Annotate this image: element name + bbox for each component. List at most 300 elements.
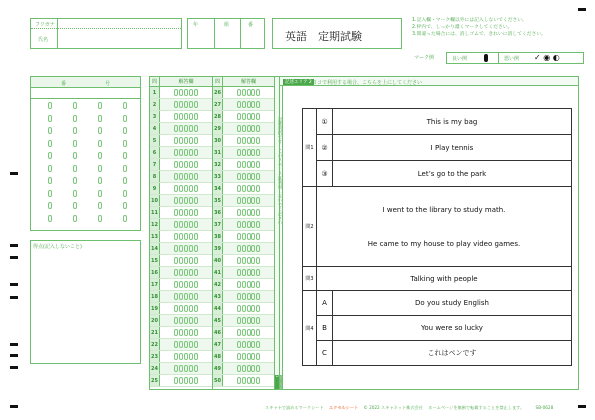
answer-bubble[interactable] (184, 149, 188, 156)
answer-bubble[interactable] (251, 113, 255, 120)
answer-bubble[interactable] (184, 173, 188, 180)
answer-bubble[interactable] (256, 293, 260, 300)
answer-bubble[interactable] (237, 209, 241, 216)
number-bubble[interactable] (48, 165, 52, 172)
answer-bubble[interactable] (194, 365, 198, 372)
answer-bubble[interactable] (174, 173, 178, 180)
answer-bubble[interactable] (174, 281, 178, 288)
answer-bubble[interactable] (237, 269, 241, 276)
answer-bubble[interactable] (174, 317, 178, 324)
answer-bubble[interactable] (179, 257, 183, 264)
answer-bubble[interactable] (242, 137, 246, 144)
answer-bubble[interactable] (237, 173, 241, 180)
answer-bubble[interactable] (251, 101, 255, 108)
number-bubble[interactable] (48, 127, 52, 134)
answer-bubble[interactable] (237, 281, 241, 288)
answer-bubble[interactable] (247, 173, 251, 180)
answer-bubble[interactable] (174, 149, 178, 156)
answer-bubble[interactable] (256, 161, 260, 168)
answer-bubble[interactable] (251, 377, 255, 384)
answer-bubble[interactable] (256, 341, 260, 348)
answer-bubble[interactable] (256, 257, 260, 264)
answer-bubble[interactable] (174, 341, 178, 348)
number-bubble[interactable] (123, 202, 127, 209)
answer-bubble[interactable] (251, 137, 255, 144)
answer-bubble[interactable] (237, 305, 241, 312)
answer-bubble[interactable] (242, 221, 246, 228)
answer-bubble[interactable] (237, 317, 241, 324)
answer-bubble[interactable] (179, 125, 183, 132)
answer-bubble[interactable] (242, 281, 246, 288)
number-bubble[interactable] (98, 215, 102, 222)
answer-bubble[interactable] (251, 257, 255, 264)
answer-bubble[interactable] (189, 365, 193, 372)
answer-bubble[interactable] (189, 269, 193, 276)
answer-bubble[interactable] (251, 329, 255, 336)
answer-bubble[interactable] (247, 125, 251, 132)
answer-bubble[interactable] (194, 257, 198, 264)
number-bubble[interactable] (73, 152, 77, 159)
answer-bubble[interactable] (179, 173, 183, 180)
answer-bubble[interactable] (242, 173, 246, 180)
answer-bubble[interactable] (247, 209, 251, 216)
answer-bubble[interactable] (174, 113, 178, 120)
answer-bubble[interactable] (247, 329, 251, 336)
answer-bubble[interactable] (242, 365, 246, 372)
answer-bubble[interactable] (184, 305, 188, 312)
answer-bubble[interactable] (174, 329, 178, 336)
answer-bubble[interactable] (174, 185, 178, 192)
answer-bubble[interactable] (179, 197, 183, 204)
answer-bubble[interactable] (256, 329, 260, 336)
answer-bubble[interactable] (251, 281, 255, 288)
answer-bubble[interactable] (194, 173, 198, 180)
answer-bubble[interactable] (194, 161, 198, 168)
answer-bubble[interactable] (189, 149, 193, 156)
answer-bubble[interactable] (256, 209, 260, 216)
answer-bubble[interactable] (189, 197, 193, 204)
answer-bubble[interactable] (189, 341, 193, 348)
answer-bubble[interactable] (194, 221, 198, 228)
answer-bubble[interactable] (251, 197, 255, 204)
answer-bubble[interactable] (194, 341, 198, 348)
answer-bubble[interactable] (174, 257, 178, 264)
answer-bubble[interactable] (247, 149, 251, 156)
answer-bubble[interactable] (189, 161, 193, 168)
answer-bubble[interactable] (174, 101, 178, 108)
answer-bubble[interactable] (194, 377, 198, 384)
number-bubble[interactable] (48, 190, 52, 197)
number-bubble[interactable] (73, 215, 77, 222)
answer-bubble[interactable] (251, 293, 255, 300)
answer-bubble[interactable] (256, 269, 260, 276)
answer-bubble[interactable] (194, 113, 198, 120)
answer-bubble[interactable] (247, 269, 251, 276)
answer-bubble[interactable] (237, 101, 241, 108)
answer-bubble[interactable] (242, 377, 246, 384)
answer-bubble[interactable] (189, 125, 193, 132)
answer-bubble[interactable] (251, 245, 255, 252)
answer-bubble[interactable] (247, 101, 251, 108)
answer-bubble[interactable] (184, 269, 188, 276)
answer-bubble[interactable] (237, 89, 241, 96)
answer-bubble[interactable] (194, 317, 198, 324)
answer-bubble[interactable] (242, 149, 246, 156)
answer-bubble[interactable] (237, 341, 241, 348)
answer-bubble[interactable] (256, 137, 260, 144)
answer-bubble[interactable] (237, 353, 241, 360)
answer-bubble[interactable] (251, 149, 255, 156)
answer-bubble[interactable] (242, 305, 246, 312)
answer-bubble[interactable] (237, 293, 241, 300)
answer-bubble[interactable] (194, 305, 198, 312)
answer-bubble[interactable] (237, 137, 241, 144)
number-bubble[interactable] (98, 165, 102, 172)
answer-bubble[interactable] (184, 377, 188, 384)
number-bubble[interactable] (123, 127, 127, 134)
answer-bubble[interactable] (256, 365, 260, 372)
answer-bubble[interactable] (189, 305, 193, 312)
answer-bubble[interactable] (251, 209, 255, 216)
answer-bubble[interactable] (256, 185, 260, 192)
question-number: 42 (213, 279, 223, 290)
q1-mark-2: ② (317, 135, 333, 161)
answer-bubble[interactable] (184, 101, 188, 108)
answer-bubble[interactable] (251, 341, 255, 348)
answer-bubble[interactable] (242, 161, 246, 168)
answer-bubble[interactable] (247, 377, 251, 384)
answer-bubble[interactable] (174, 233, 178, 240)
answer-bubble[interactable] (194, 269, 198, 276)
answer-bubble[interactable] (179, 293, 183, 300)
answer-bubble[interactable] (189, 293, 193, 300)
number-bubble[interactable] (48, 140, 52, 147)
bad-mark-icon: ✓ ◉ ◐ (534, 53, 560, 62)
answer-bubble[interactable] (174, 293, 178, 300)
answer-bubble[interactable] (247, 197, 251, 204)
number-bubble[interactable] (123, 115, 127, 122)
answer-bubble[interactable] (189, 173, 193, 180)
answer-bubble[interactable] (251, 161, 255, 168)
number-bubble[interactable] (73, 165, 77, 172)
answer-bubble[interactable] (247, 293, 251, 300)
number-bubble[interactable] (48, 152, 52, 159)
answer-bubble[interactable] (189, 353, 193, 360)
answer-bubble[interactable] (184, 281, 188, 288)
answer-bubble[interactable] (242, 233, 246, 240)
answer-bubble[interactable] (179, 233, 183, 240)
answer-bubble[interactable] (247, 281, 251, 288)
answer-bubble[interactable] (256, 281, 260, 288)
answer-bubble[interactable] (179, 101, 183, 108)
answer-bubble[interactable] (237, 125, 241, 132)
answer-bubble[interactable] (174, 209, 178, 216)
number-bubble[interactable] (48, 215, 52, 222)
number-bubble[interactable] (73, 140, 77, 147)
answer-bubble[interactable] (194, 197, 198, 204)
answer-bubble[interactable] (174, 305, 178, 312)
answer-bubble[interactable] (184, 161, 188, 168)
number-bubble[interactable] (98, 115, 102, 122)
answer-bubble[interactable] (184, 329, 188, 336)
name-label: 氏名 (38, 37, 49, 43)
answer-bubble[interactable] (174, 377, 178, 384)
answer-bubble[interactable] (179, 221, 183, 228)
answer-bubble[interactable] (237, 257, 241, 264)
answer-bubble[interactable] (179, 305, 183, 312)
answer-bubble[interactable] (179, 137, 183, 144)
answer-bubble[interactable] (174, 161, 178, 168)
answer-bubble[interactable] (247, 341, 251, 348)
answer-bubble[interactable] (242, 125, 246, 132)
answer-bubble[interactable] (184, 353, 188, 360)
answer-bubble[interactable] (184, 113, 188, 120)
answer-bubble[interactable] (179, 89, 183, 96)
answer-bubble[interactable] (174, 125, 178, 132)
answer-bubble[interactable] (184, 89, 188, 96)
answer-bubble[interactable] (256, 125, 260, 132)
number-bubble[interactable] (48, 115, 52, 122)
answer-bubble[interactable] (242, 113, 246, 120)
answer-bubble[interactable] (251, 233, 255, 240)
answer-bubble[interactable] (184, 233, 188, 240)
number-bubble[interactable] (98, 102, 102, 109)
answer-row (213, 159, 274, 171)
number-bubble[interactable] (123, 165, 127, 172)
answer-bubble[interactable] (247, 353, 251, 360)
answer-bubble[interactable] (179, 113, 183, 120)
answer-bubble[interactable] (189, 89, 193, 96)
answer-bubble[interactable] (174, 269, 178, 276)
number-bubble[interactable] (123, 140, 127, 147)
answer-bubble[interactable] (242, 209, 246, 216)
answer-bubble[interactable] (247, 113, 251, 120)
answer-bubble[interactable] (174, 245, 178, 252)
answer-bubble[interactable] (184, 317, 188, 324)
answer-bubble[interactable] (251, 221, 255, 228)
answer-bubble[interactable] (251, 365, 255, 372)
answer-bubble[interactable] (242, 341, 246, 348)
answer-bubble[interactable] (194, 281, 198, 288)
answer-bubble[interactable] (179, 149, 183, 156)
answer-bubble[interactable] (251, 89, 255, 96)
answer-bubble[interactable] (247, 305, 251, 312)
answer-bubble[interactable] (179, 353, 183, 360)
answer-bubble[interactable] (179, 209, 183, 216)
number-bubble[interactable] (73, 177, 77, 184)
answer-bubble[interactable] (247, 137, 251, 144)
answer-bubble[interactable] (189, 101, 193, 108)
answer-bubble[interactable] (179, 185, 183, 192)
answer-bubble[interactable] (242, 89, 246, 96)
answer-bubble[interactable] (179, 365, 183, 372)
answer-bubble[interactable] (179, 161, 183, 168)
answer-bubble[interactable] (256, 101, 260, 108)
answer-bubble[interactable] (194, 101, 198, 108)
answer-bubble[interactable] (251, 185, 255, 192)
answer-bubble[interactable] (174, 353, 178, 360)
answer-bubble[interactable] (247, 89, 251, 96)
answer-bubble[interactable] (242, 101, 246, 108)
answer-bubble[interactable] (179, 341, 183, 348)
answer-bubble[interactable] (247, 365, 251, 372)
answer-bubble[interactable] (194, 209, 198, 216)
number-bubble[interactable] (73, 190, 77, 197)
answer-bubble[interactable] (184, 125, 188, 132)
answer-bubble[interactable] (184, 257, 188, 264)
answer-bubble[interactable] (184, 245, 188, 252)
answer-bubble[interactable] (242, 329, 246, 336)
number-bubble[interactable] (98, 177, 102, 184)
answer-bubble[interactable] (174, 365, 178, 372)
answer-bubble[interactable] (179, 245, 183, 252)
answer-bubble[interactable] (194, 233, 198, 240)
answer-bubble[interactable] (256, 317, 260, 324)
answer-bubble[interactable] (189, 185, 193, 192)
answer-bubble[interactable] (189, 281, 193, 288)
answer-bubble[interactable] (242, 293, 246, 300)
answer-bubble[interactable] (184, 293, 188, 300)
answer-bubble[interactable] (194, 137, 198, 144)
number-bubble[interactable] (98, 202, 102, 209)
number-bubble[interactable] (123, 190, 127, 197)
answer-bubble[interactable] (179, 377, 183, 384)
answer-bubble[interactable] (251, 305, 255, 312)
answer-bubble[interactable] (184, 221, 188, 228)
col-header-answer: 解答欄 (240, 79, 256, 85)
answer-bubble[interactable] (247, 233, 251, 240)
answer-bubble[interactable] (194, 245, 198, 252)
answer-bubble[interactable] (256, 245, 260, 252)
answer-bubble[interactable] (256, 89, 260, 96)
answer-bubble[interactable] (251, 269, 255, 276)
number-bubble[interactable] (123, 102, 127, 109)
answer-bubble[interactable] (174, 137, 178, 144)
number-bubble[interactable] (123, 177, 127, 184)
answer-bubble[interactable] (237, 329, 241, 336)
answer-bubble[interactable] (256, 113, 260, 120)
answer-bubble[interactable] (189, 137, 193, 144)
answer-bubble[interactable] (237, 197, 241, 204)
answer-bubble[interactable] (194, 353, 198, 360)
answer-bubble[interactable] (237, 245, 241, 252)
answer-bubble[interactable] (247, 317, 251, 324)
number-bubble[interactable] (48, 177, 52, 184)
q4-label: 問4 (303, 291, 317, 366)
answer-bubble[interactable] (256, 353, 260, 360)
answer-bubble[interactable] (247, 245, 251, 252)
answer-bubble[interactable] (174, 197, 178, 204)
answer-bubble[interactable] (242, 269, 246, 276)
answer-bubble[interactable] (179, 329, 183, 336)
answer-bubble[interactable] (189, 329, 193, 336)
answer-bubble[interactable] (189, 257, 193, 264)
answer-bubble[interactable] (194, 125, 198, 132)
answer-bubble[interactable] (194, 185, 198, 192)
answer-bubble[interactable] (189, 221, 193, 228)
answer-bubble[interactable] (242, 317, 246, 324)
answer-bubble[interactable] (237, 233, 241, 240)
answer-bubble[interactable] (189, 317, 193, 324)
answer-bubble[interactable] (189, 233, 193, 240)
answer-bubble[interactable] (251, 173, 255, 180)
number-bubble[interactable] (73, 115, 77, 122)
answer-bubble[interactable] (256, 377, 260, 384)
number-bubble[interactable] (73, 127, 77, 134)
answer-bubble[interactable] (251, 353, 255, 360)
answer-bubble[interactable] (247, 221, 251, 228)
answer-bubble[interactable] (247, 185, 251, 192)
footer-left: スキャナで読めるマークシート (265, 405, 324, 410)
answer-bubble[interactable] (194, 149, 198, 156)
answer-bubble[interactable] (174, 89, 178, 96)
number-bubble[interactable] (73, 102, 77, 109)
answer-bubble[interactable] (256, 221, 260, 228)
answer-bubble[interactable] (237, 221, 241, 228)
answer-bubble[interactable] (184, 341, 188, 348)
number-bubble[interactable] (73, 202, 77, 209)
answer-bubble[interactable] (184, 197, 188, 204)
answer-bubble[interactable] (237, 161, 241, 168)
answer-bubble[interactable] (242, 257, 246, 264)
answer-bubble[interactable] (184, 137, 188, 144)
answer-bubble[interactable] (251, 317, 255, 324)
answer-bubble[interactable] (237, 149, 241, 156)
answer-bubble[interactable] (174, 221, 178, 228)
number-bubble[interactable] (98, 127, 102, 134)
answer-bubble[interactable] (189, 245, 193, 252)
answer-bubble[interactable] (179, 317, 183, 324)
answer-bubble[interactable] (256, 149, 260, 156)
answer-bubble[interactable] (242, 185, 246, 192)
answer-bubble[interactable] (189, 377, 193, 384)
answer-bubble[interactable] (179, 281, 183, 288)
number-bubble[interactable] (98, 152, 102, 159)
answer-bubble[interactable] (256, 233, 260, 240)
number-bubble[interactable] (98, 190, 102, 197)
q2-label: 問2 (303, 187, 317, 267)
answer-bubble[interactable] (184, 185, 188, 192)
answer-bubble[interactable] (256, 305, 260, 312)
answer-bubble[interactable] (184, 209, 188, 216)
answer-bubble[interactable] (247, 257, 251, 264)
answer-bubble[interactable] (194, 89, 198, 96)
number-bubble[interactable] (48, 102, 52, 109)
answer-bubble[interactable] (237, 377, 241, 384)
question-number: 36 (213, 207, 223, 218)
answer-bubble[interactable] (251, 125, 255, 132)
number-bubble[interactable] (123, 215, 127, 222)
answer-bubble[interactable] (194, 293, 198, 300)
answer-bubble[interactable] (194, 329, 198, 336)
answer-bubble[interactable] (256, 173, 260, 180)
answer-bubble[interactable] (237, 365, 241, 372)
number-bubble[interactable] (123, 152, 127, 159)
answer-bubble[interactable] (242, 353, 246, 360)
answer-bubble[interactable] (256, 197, 260, 204)
answer-bubble[interactable] (189, 209, 193, 216)
answer-bubble[interactable] (242, 245, 246, 252)
answer-bubble[interactable] (247, 161, 251, 168)
answer-bubble[interactable] (184, 365, 188, 372)
answer-bubble[interactable] (179, 269, 183, 276)
number-bubble[interactable] (98, 140, 102, 147)
answer-bubble[interactable] (242, 197, 246, 204)
answer-bubble[interactable] (237, 185, 241, 192)
number-bubble[interactable] (48, 202, 52, 209)
answer-bubble[interactable] (237, 113, 241, 120)
answer-bubble[interactable] (189, 113, 193, 120)
